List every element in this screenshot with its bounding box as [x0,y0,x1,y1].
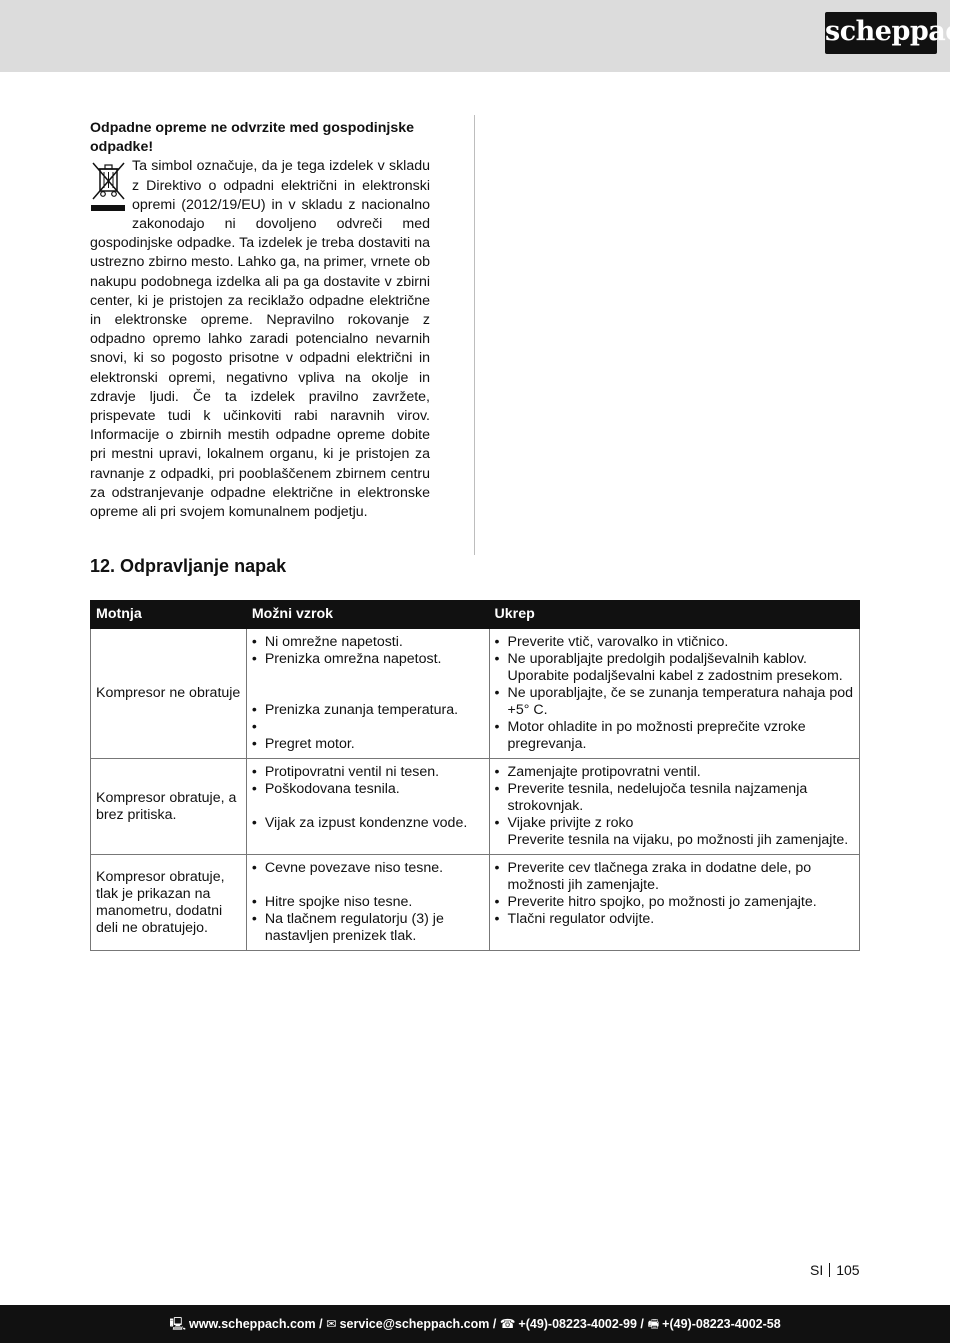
cause-item: • Cevne povezave niso tesne. [252,860,484,877]
page-number-divider [829,1263,830,1277]
table-row [91,629,860,759]
troubleshooting-table [90,600,860,951]
cause-cell [246,759,489,855]
footer-phone: +(49)-08223-4002-99 [518,1317,637,1331]
disposal-text: Ta simbol označuje, da je tega izdelek v skladu z Direktivo o odpadni električni in elektronski opremi (2012/19/EU) in v skladu z nacionalno zakonodajo ni dovoljeno odvreči med gospodinjske odpadke. Ta izdelek je treba dostaviti na ustrezno zbirno mesto. Lahko ga, na primer, vrnete ob nakupu podobnega izdelka ali pa ga dostavite v zbirni center, ki je pristojen za reciklažo odpadne električne in elektronske opreme. Nepravilno rokovanje z odpadno opremo lahko zaradi potencialno nevarnih snovi, ki so pogosto prisotne v odpadni električni in elektronski opremi, negativno vpliva na okolje in zdravje ljudi. Če ta izdelek pravilno zavržete, prispevate tudi k učinkoviti rabi naravnih virov. Informacije o zbirnih mestih odpadne opreme dobite pri mestni upravi, lokalnem organu, ki je pristojen za ravnanje z odpadki, pri pooblaščenem zbirnem centru za odstranjevanje odpadne električne in elektronske opreme ali pri svojem komunalnem podjetju. [90,158,430,521]
footer-separator: / [640,1317,644,1331]
cause-item: • Poškodovana tesnila. [252,781,484,798]
remedy-cell [489,629,859,759]
remedy-item: • Vijake privijte z roko [495,815,854,832]
table-row [91,759,860,855]
cause-spacer [252,668,484,685]
page-lang: SI [810,1262,824,1278]
remedy-item: • Tlačni regulator odvijte. [495,911,854,928]
remedy-cell [489,855,859,951]
header-cause: Možni vzrok [246,601,489,629]
cause-item: • Hitre spojke niso tesne. [252,894,484,911]
cause-item: • Prenizka zunanja temperatura. [252,702,484,719]
crossed-out-wheelie-bin-icon [90,159,128,217]
cause-item [252,719,484,736]
monitor-icon: 🖳 [169,1317,187,1331]
table-row [91,855,860,951]
section-number: 12. [90,556,116,576]
cause-item: • Prenizka omrežna napetost. [252,651,484,668]
cause-item: • Pregret motor. [252,736,484,753]
cause-item: • Na tlačnem regulatorju (3) je nastavljen prenizek tlak. [252,911,484,945]
cause-cell [246,855,489,951]
footer-separator: / [492,1317,497,1331]
disposal-heading: Odpadne opreme ne odvrzite med gospodinjske odpadke! [90,120,415,156]
cause-item: • Protipovratni ventil ni tesen. [252,764,484,781]
cause-spacer [252,685,484,702]
remedy-item: • Ne uporabljajte predolgih podaljševalnih kablov. Uporabite podaljševalni kabel z zadostnim presekom. [495,651,854,685]
remedy-item: • Preverite hitro spojko, po možnosti jo zamenjajte. [495,894,854,911]
remedy-item: • Ne uporabljajte, če se zunanja temperatura nahaja pod +5° C. [495,685,854,719]
remedy-item: • Preverite tesnila, nedelujoča tesnila najzamenja strokovnjak. [495,781,854,815]
header-symptom: Motnja [91,601,247,629]
remedy-item: • Preverite cev tlačnega zraka in dodatne dele, po možnosti jih zamenjajte. [495,860,854,894]
symptom-cell: Kompresor obratuje, a brez pritiska. [91,759,247,855]
cause-item: • Ni omrežne napetosti. [252,634,484,651]
symptom-cell: Kompresor obratuje, tlak je prikazan na manometru, dodatni deli ne obratujejo. [91,855,247,951]
cause-cell [246,629,489,759]
scheppach-logo: scheppach [825,12,937,54]
footer-separator: / [319,1317,323,1331]
remedy-item: • Zamenjajte protipovratni ventil. [495,764,854,781]
header-bar [0,0,980,72]
phone-icon: ☎ [499,1317,516,1331]
table-header-row [91,601,860,629]
remedy-item: • Motor ohladite in po možnosti preprečite vzroke pregrevanja. [495,719,854,753]
footer-fax: +(49)-08223-4002-58 [662,1317,781,1331]
footer-email: service@scheppach.com [339,1317,490,1331]
fax-icon: 🖷 [647,1317,660,1331]
header-remedy: Ukrep [489,601,859,629]
page-num: 105 [836,1262,860,1278]
cause-item: • Vijak za izpust kondenzne vode. [252,815,484,832]
remedy-cell [489,759,859,855]
column-divider [474,115,475,555]
symptom-cell: Kompresor ne obratuje [91,629,247,759]
section-title-text: Odpravljanje napak [120,556,287,576]
page-number [810,1262,860,1278]
remedy-item: • Preverite vtič, varovalko in vtičnico. [495,634,854,651]
envelope-icon: ✉ [326,1317,337,1331]
footer-web: www.scheppach.com [189,1317,316,1331]
disposal-notice [90,119,430,522]
footer-contact-bar [0,1305,950,1343]
section-title [90,556,286,577]
remedy-item: Preverite tesnila na vijaku, po možnosti jih zamenjajte. [507,832,849,848]
cause-spacer [252,798,484,815]
cause-spacer [252,877,484,894]
